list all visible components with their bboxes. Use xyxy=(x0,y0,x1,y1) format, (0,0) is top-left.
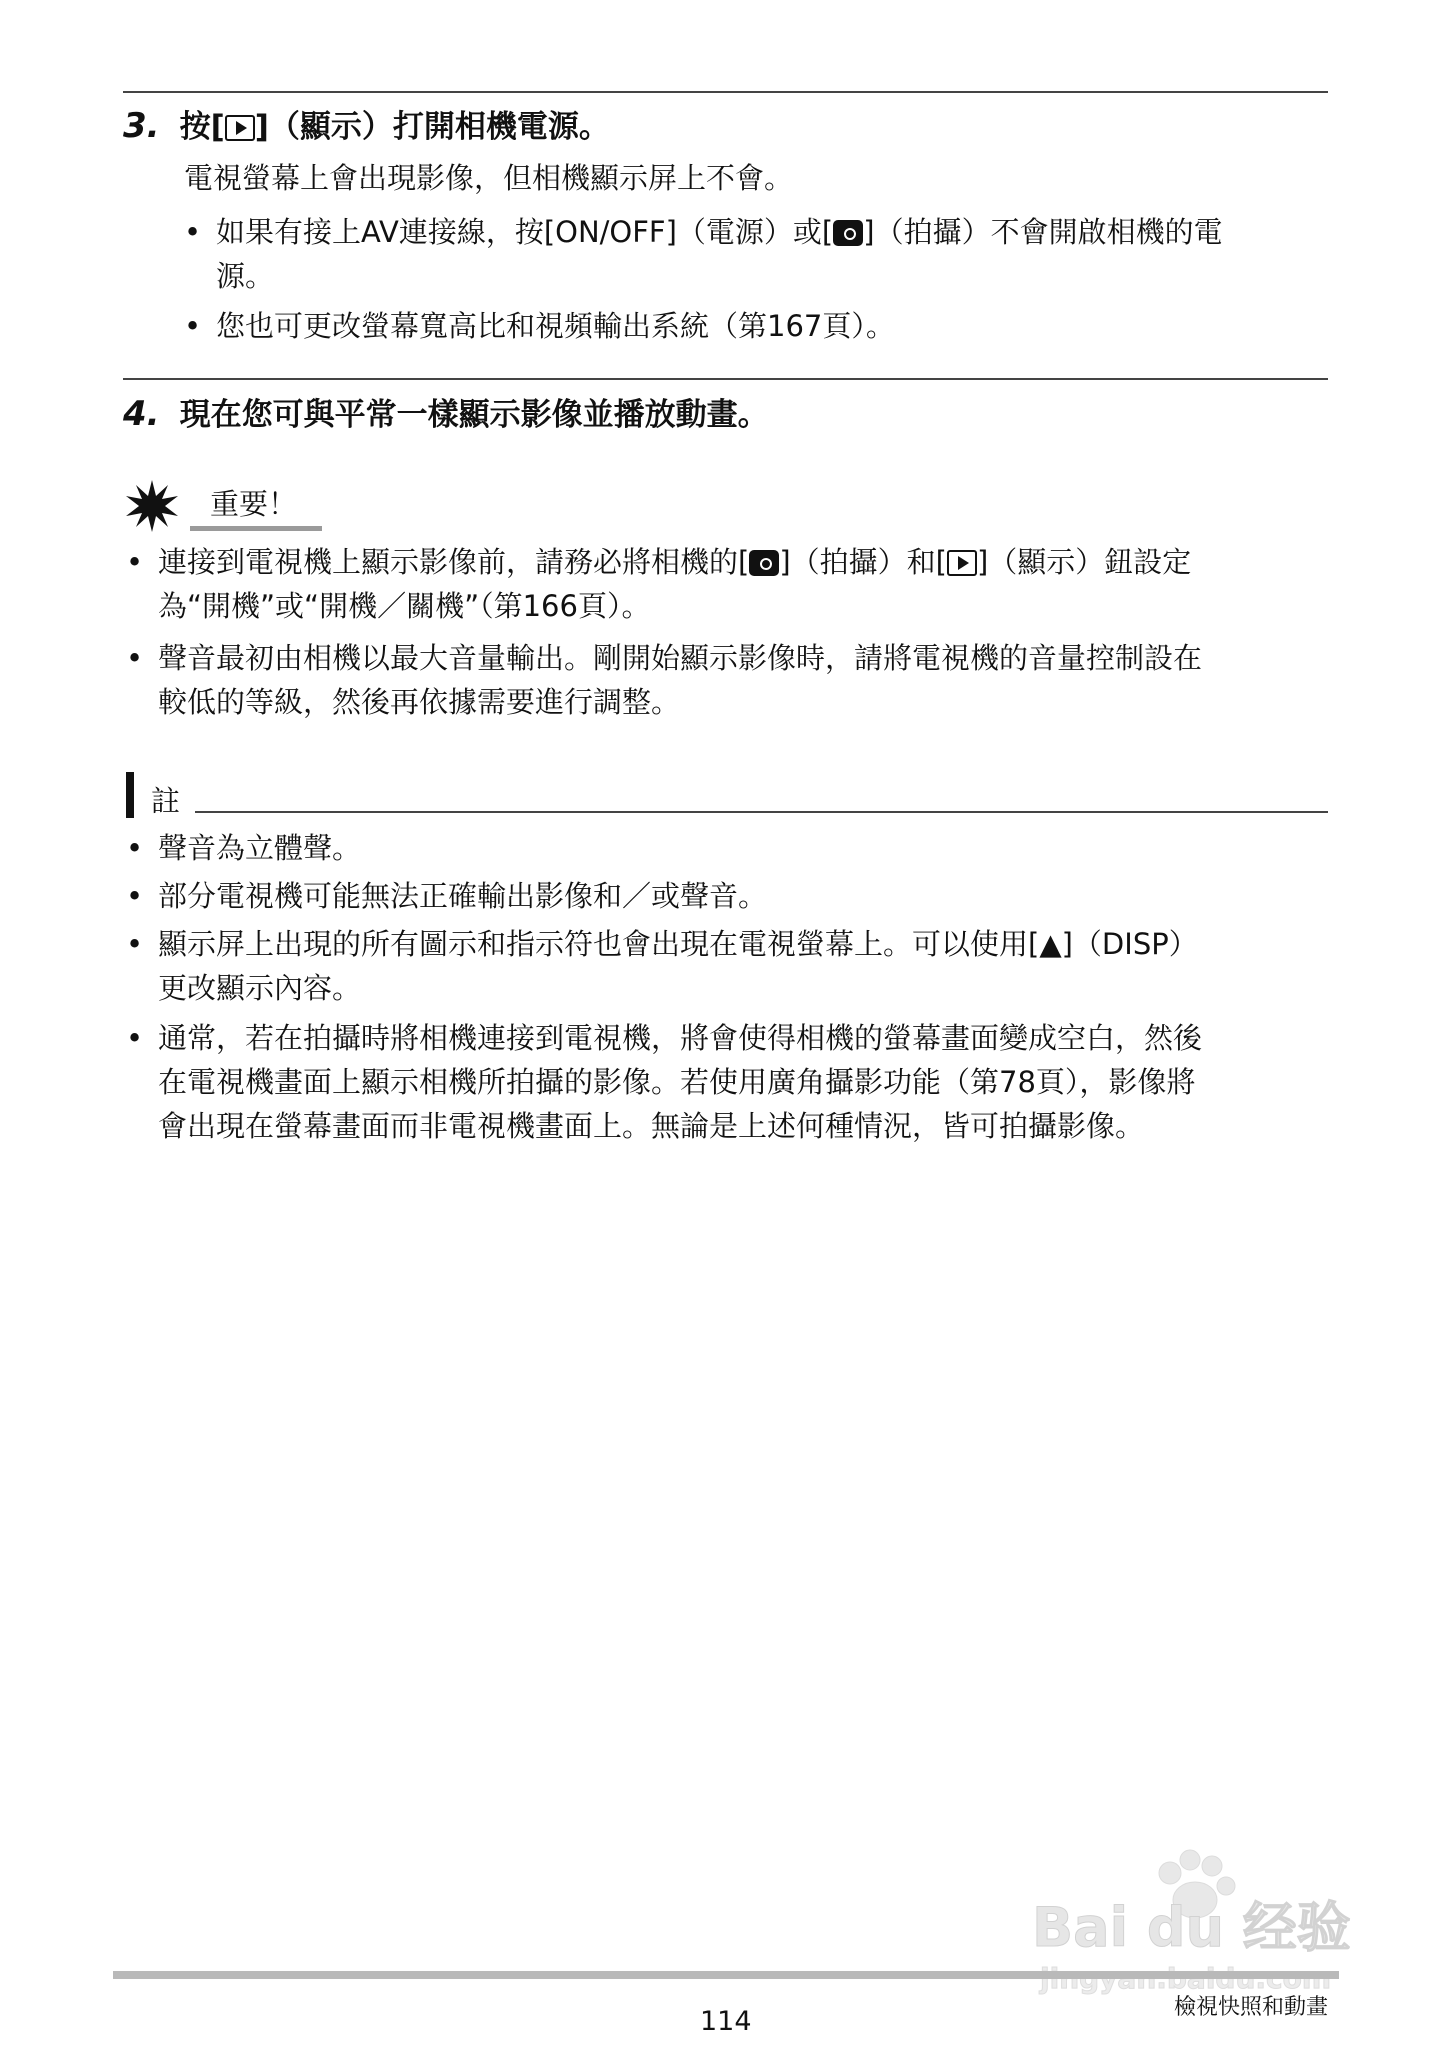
step-number: 3. xyxy=(123,106,160,146)
important-bullet-1 xyxy=(126,540,1191,628)
step-3-heading xyxy=(123,104,610,149)
camera-icon xyxy=(833,220,863,246)
step-3-title-post: ]（顯示）打開相機電源。 xyxy=(254,109,610,145)
step-4-heading xyxy=(123,392,769,437)
page-number: 114 xyxy=(700,2006,752,2037)
bullet-line: 聲音為立體聲。 xyxy=(158,831,362,865)
bullet-line: 為“開機”或“開機／關機”（第166頁）。 xyxy=(158,589,651,623)
baidu-watermark xyxy=(1030,1838,1370,2008)
bullet-line xyxy=(216,210,1223,254)
bullet-text: 連接到電視機上顯示影像前，請務必將相機的[ xyxy=(158,545,750,579)
section-rule xyxy=(123,378,1328,380)
bullet-line: 您也可更改螢幕寬高比和視頻輸出系統（第167頁）。 xyxy=(216,309,895,343)
note-rule xyxy=(195,811,1328,813)
important-underline xyxy=(190,526,322,531)
bullet-dot: • xyxy=(184,215,202,249)
important-label: 重要！ xyxy=(210,487,298,521)
bullet-text: ]（拍攝）和[ xyxy=(779,545,947,579)
bullet-dot: • xyxy=(126,1021,144,1055)
bullet-line: 會出現在螢幕畫面而非電視機畫面上。無論是上述何種情況，皆可拍攝影像。 xyxy=(158,1109,1145,1143)
step-3-body: 電視螢幕上會出現影像，但相機顯示屏上不會。 xyxy=(184,161,794,195)
footer-bar xyxy=(113,1971,1339,1979)
important-burst-icon xyxy=(126,480,178,532)
bullet-text: 如果有接上AV連接線，按[ON/OFF]（電源）或[ xyxy=(216,215,834,249)
play-icon xyxy=(225,115,255,141)
bullet-line: 更改顯示內容。 xyxy=(158,971,362,1005)
bullet-dot: • xyxy=(126,879,144,913)
bullet-line: 在電視機畫面上顯示相機所拍攝的影像。若使用廣角攝影功能（第78頁），影像將 xyxy=(158,1065,1196,1099)
important-bullet-2 xyxy=(126,636,1202,724)
footer-section-title: 檢視快照和動畫 xyxy=(1174,1995,1329,2020)
bullet-dot: • xyxy=(126,641,144,675)
note-label: 註 xyxy=(151,784,181,818)
bullet-dot: • xyxy=(126,927,144,961)
note-bullet-3 xyxy=(126,922,1198,1010)
watermark-text: Bai du 经验 xyxy=(1032,1896,1351,1959)
top-rule xyxy=(123,91,1328,93)
note-bullet-4 xyxy=(126,1016,1202,1148)
bullet-dot: • xyxy=(184,309,202,343)
note-marker xyxy=(126,772,134,818)
bullet-line: 較低的等級，然後再依據需要進行調整。 xyxy=(158,685,681,719)
play-icon xyxy=(947,550,977,576)
bullet-line: 聲音最初由相機以最大音量輸出。剛開始顯示影像時，請將電視機的音量控制設在 xyxy=(158,641,1203,675)
bullet-dot: • xyxy=(126,831,144,865)
step-3-title-pre: 按[ xyxy=(179,109,225,145)
bullet-line: 顯示屏上出現的所有圖示和指示符也會出現在電視螢幕上。可以使用[▲]（DISP） xyxy=(158,927,1198,961)
note-bullet-1 xyxy=(126,826,361,870)
bullet-line xyxy=(158,540,1191,584)
step-3-bullet-1 xyxy=(184,210,1223,298)
camera-icon xyxy=(749,550,779,576)
bullet-line: 通常，若在拍攝時將相機連接到電視機，將會使得相機的螢幕畫面變成空白，然後 xyxy=(158,1021,1203,1055)
bullet-dot: • xyxy=(126,545,144,579)
note-bullet-2 xyxy=(126,874,767,918)
step-number: 4. xyxy=(123,394,160,434)
bullet-line: 部分電視機可能無法正確輸出影像和／或聲音。 xyxy=(158,879,768,913)
bullet-line: 源。 xyxy=(216,259,275,293)
bullet-text: ]（拍攝）不會開啟相機的電 xyxy=(863,215,1223,249)
bullet-text: ]（顯示）鈕設定 xyxy=(976,545,1192,579)
step-4-title: 現在您可與平常一樣顯示影像並播放動畫。 xyxy=(179,397,769,433)
step-3-bullet-2 xyxy=(184,304,895,348)
